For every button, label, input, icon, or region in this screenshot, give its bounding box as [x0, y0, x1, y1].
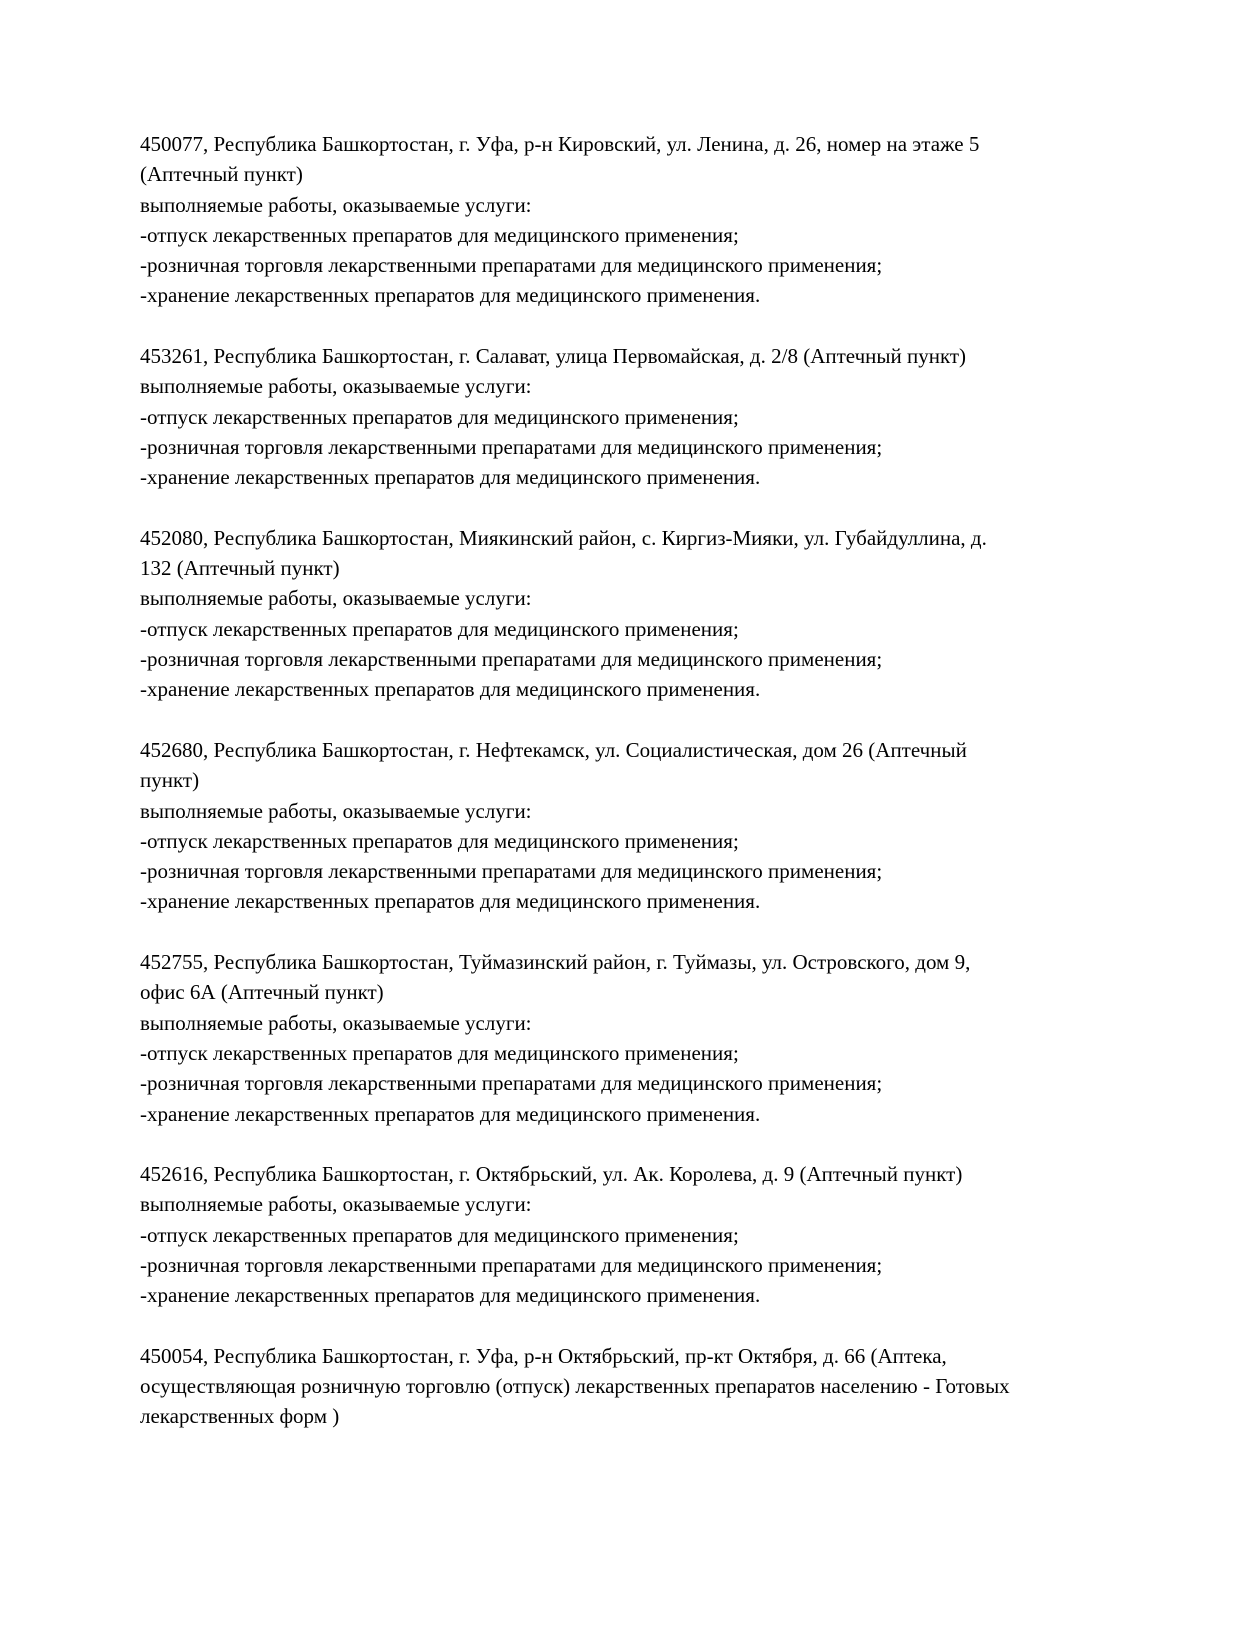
license-entry	[140, 129, 1140, 311]
service-line: -розничная торговля лекарственными препаратами для медицинского применения;	[140, 859, 883, 884]
license-entries	[140, 129, 1140, 1432]
address-line: 132 (Аптечный пункт)	[140, 556, 340, 581]
services-header-line: выполняемые работы, оказываемые услуги:	[140, 1192, 532, 1217]
service-line: -отпуск лекарственных препаратов для медицинского применения;	[140, 1040, 739, 1065]
service-line: -розничная торговля лекарственными препаратами для медицинского применения;	[140, 253, 883, 278]
service-line: -хранение лекарственных препаратов для медицинского применения.	[140, 889, 761, 914]
service-line: -отпуск лекарственных препаратов для медицинского применения;	[140, 828, 739, 853]
address-line: 452755, Республика Башкортостан, Туймазинский район, г. Туймазы, ул. Островского, дом 9,	[140, 950, 971, 975]
service-line: -хранение лекарственных препаратов для медицинского применения.	[140, 1101, 761, 1126]
address-line: осуществляющая розничную торговлю (отпуск) лекарственных препаратов населению - Готовых	[140, 1374, 1010, 1399]
service-line: -отпуск лекарственных препаратов для медицинского применения;	[140, 1222, 739, 1247]
license-entry	[140, 947, 1140, 1129]
service-line: -хранение лекарственных препаратов для медицинского применения.	[140, 283, 761, 308]
service-line: -отпуск лекарственных препаратов для медицинского применения;	[140, 404, 739, 429]
license-entry	[140, 523, 1140, 705]
service-line: -хранение лекарственных препаратов для медицинского применения.	[140, 465, 761, 490]
service-line: -хранение лекарственных препаратов для медицинского применения.	[140, 1283, 761, 1308]
services-header-line: выполняемые работы, оказываемые услуги:	[140, 798, 532, 823]
address-line: лекарственных форм )	[140, 1404, 340, 1429]
address-line: пункт)	[140, 768, 200, 793]
address-line: 452616, Республика Башкортостан, г. Октябрьский, ул. Ак. Королева, д. 9 (Аптечный пункт)	[140, 1162, 963, 1187]
address-line: 450054, Республика Башкортостан, г. Уфа, р-н Октябрьский, пр-кт Октября, д. 66 (Аптека,	[140, 1343, 947, 1368]
address-line: (Аптечный пункт)	[140, 162, 303, 187]
address-line: 452080, Республика Башкортостан, Миякинский район, с. Киргиз-Мияки, ул. Губайдуллина, д.	[140, 525, 987, 550]
license-entry	[140, 1159, 1140, 1310]
service-line: -розничная торговля лекарственными препаратами для медицинского применения;	[140, 1071, 883, 1096]
address-line: 452680, Республика Башкортостан, г. Нефтекамск, ул. Социалистическая, дом 26 (Аптечный	[140, 737, 967, 762]
address-line: 450077, Республика Башкортостан, г. Уфа, р-н Кировский, ул. Ленина, д. 26, номер на этаже 5	[140, 132, 980, 156]
service-line: -отпуск лекарственных препаратов для медицинского применения;	[140, 616, 739, 641]
service-line: -розничная торговля лекарственными препаратами для медицинского применения;	[140, 1252, 883, 1277]
services-header-line: выполняемые работы, оказываемые услуги:	[140, 586, 532, 611]
service-line: -розничная торговля лекарственными препаратами для медицинского применения;	[140, 434, 883, 459]
license-entry	[140, 341, 1140, 492]
license-entry	[140, 735, 1140, 917]
services-header-line: выполняемые работы, оказываемые услуги:	[140, 374, 532, 399]
service-line: -отпуск лекарственных препаратов для медицинского применения;	[140, 222, 739, 247]
address-line: 453261, Республика Башкортостан, г. Салават, улица Первомайская, д. 2/8 (Аптечный пункт)	[140, 344, 967, 369]
service-line: -розничная торговля лекарственными препаратами для медицинского применения;	[140, 647, 883, 672]
services-header-line: выполняемые работы, оказываемые услуги:	[140, 192, 532, 217]
service-line: -хранение лекарственных препаратов для медицинского применения.	[140, 677, 761, 702]
services-header-line: выполняемые работы, оказываемые услуги:	[140, 1010, 532, 1035]
license-entry	[140, 1341, 1140, 1432]
address-line: офис 6А (Аптечный пункт)	[140, 980, 384, 1005]
